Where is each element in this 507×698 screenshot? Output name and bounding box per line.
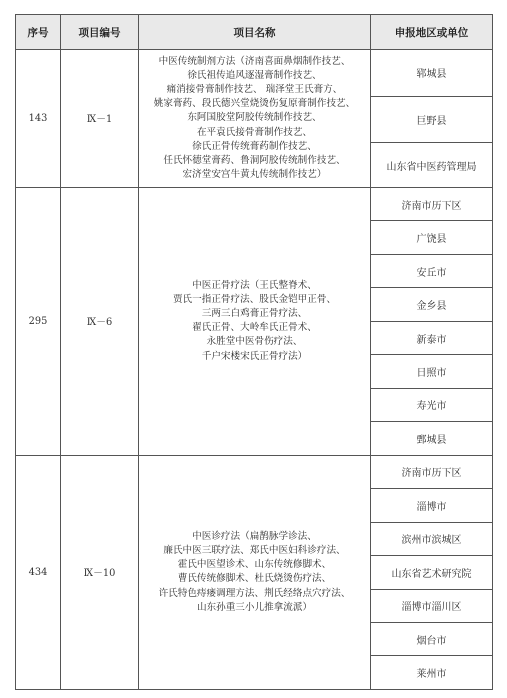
project-name-line: 贾氏一指正骨疗法、股氏金铠甲正骨、 — [172, 293, 337, 305]
project-name-line: 中医传统制剂方法（济南喜面鼻烟制作技艺、 — [158, 55, 351, 67]
cell-area: 寿光市 — [371, 388, 493, 421]
header-area: 申报地区或单位 — [371, 15, 493, 50]
cell-project-code: Ⅸ－1 — [61, 50, 139, 188]
project-name-line: 姚家膏药、段氏德兴堂烧烫伤复原膏制作技艺、 — [153, 98, 356, 110]
table-row — [16, 455, 493, 488]
project-name-line: 徐氏祖传追风逐湿膏制作技艺、 — [187, 69, 322, 81]
project-name-line: 千户宋楼宋氏正骨疗法） — [201, 350, 308, 362]
cell-area: 淄博市 — [371, 489, 493, 522]
cell-serial-number: 434 — [16, 455, 61, 689]
cell-area: 山东省艺术研究院 — [371, 556, 493, 589]
cell-area: 巨野县 — [371, 96, 493, 143]
project-name-line: 三两三白鸡膏正骨疗法、 — [201, 308, 308, 320]
project-name-line: 痛消接骨膏制作技艺、 瑞泽堂王氏膏方、 — [166, 83, 343, 95]
project-name-line: 中医诊疗法（扁鹊脉学诊法、 — [192, 530, 317, 542]
cell-project-name — [139, 50, 371, 188]
cell-area: 淄博市淄川区 — [371, 589, 493, 622]
project-name-line: 翟氏正骨、大岭牟氏正骨术、 — [192, 322, 317, 334]
cell-project-name — [139, 187, 371, 455]
cell-area: 金乡县 — [371, 288, 493, 321]
cell-project-name — [139, 455, 371, 689]
project-name-line: 曹氏传统修脚术、杜氏烧烫伤疗法、 — [177, 573, 332, 585]
header-num: 序号 — [16, 15, 61, 50]
cell-area: 广饶县 — [371, 221, 493, 254]
project-name-line: 在平袁氏接骨膏制作技艺、 — [196, 126, 313, 138]
project-name-line: 永胜堂中医骨伤疗法、 — [206, 336, 303, 348]
cell-serial-number: 295 — [16, 187, 61, 455]
cell-area: 济南市历下区 — [371, 455, 493, 488]
cell-area: 山东省中医药管理局 — [371, 143, 493, 188]
project-name-line: 许氏特色痔瘘调理方法、荆氏经络点穴疗法、 — [158, 587, 351, 599]
header-row — [16, 15, 493, 50]
cell-area: 莱州市 — [371, 656, 493, 690]
cell-serial-number: 143 — [16, 50, 61, 188]
project-name-line: 中医正骨疗法（王氏整脊术、 — [192, 279, 317, 291]
cell-area: 济南市历下区 — [371, 187, 493, 220]
project-name-line: 霍氏中医望诊术、山东传统修脚术、 — [177, 559, 332, 571]
cell-area: 滨州市滨城区 — [371, 522, 493, 555]
table-row — [16, 187, 493, 220]
cell-area: 日照市 — [371, 355, 493, 388]
cell-project-code: Ⅸ－10 — [61, 455, 139, 689]
cell-area: 郓城县 — [371, 50, 493, 97]
table-row — [16, 50, 493, 97]
cell-area: 烟台市 — [371, 623, 493, 656]
project-name-line: 徐氏正骨传统膏药制作技艺、 — [192, 140, 317, 152]
project-name-line: 宏济堂安宫牛黄丸传统制作技艺） — [182, 169, 327, 181]
header-name: 项目名称 — [139, 15, 371, 50]
header-code: 项目编号 — [61, 15, 139, 50]
project-name-line: 任氏怀德堂膏药、鲁洞阿胶传统制作技艺、 — [163, 154, 346, 166]
project-name-line: 廉氏中医三联疗法、郑氏中医妇科诊疗法、 — [163, 544, 346, 556]
project-name-line: 山东孙重三小儿推拿流派） — [196, 601, 313, 613]
project-name-line: 东阿国胶堂阿胶传统制作技艺、 — [187, 112, 322, 124]
heritage-table — [15, 14, 493, 690]
cell-area: 安丘市 — [371, 254, 493, 287]
cell-area: 新泰市 — [371, 321, 493, 354]
cell-project-code: Ⅸ－6 — [61, 187, 139, 455]
cell-area: 鄄城县 — [371, 422, 493, 455]
